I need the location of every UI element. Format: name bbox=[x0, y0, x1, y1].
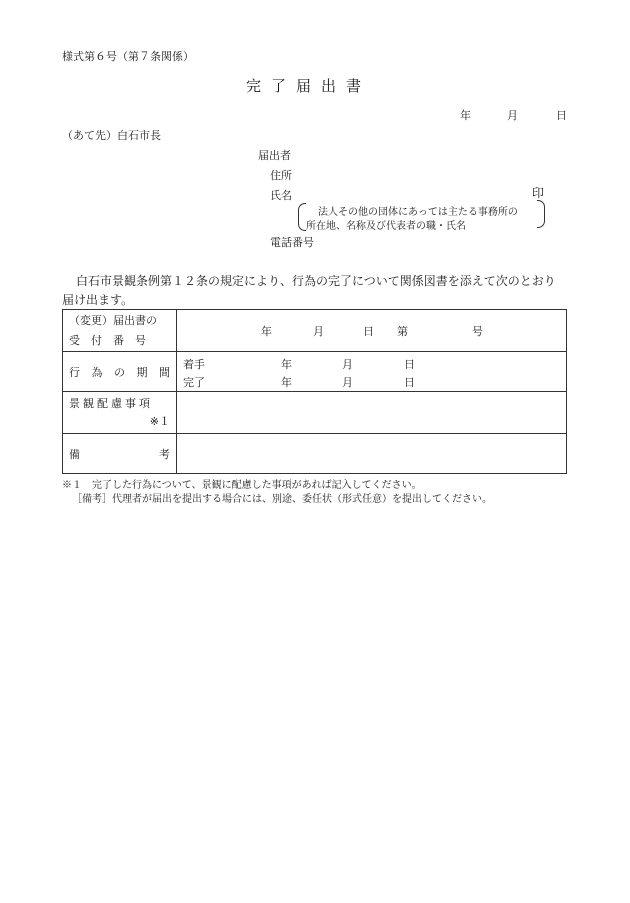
applicant-name-label: 氏名 bbox=[270, 189, 292, 202]
period-start-label: 着手 bbox=[183, 358, 205, 371]
seal-mark: 印 bbox=[532, 186, 545, 200]
remarks-label bbox=[63, 434, 177, 474]
applicant-note-line2: 所在地、名称及び代表者の職・氏名 bbox=[306, 221, 466, 232]
table-row-remarks bbox=[63, 434, 567, 474]
table-row-receipt-number bbox=[63, 310, 567, 352]
date-month: 月 bbox=[507, 109, 518, 122]
landscape-label-text: 景観配慮事項 bbox=[69, 396, 153, 410]
applicant-note-line1: 法人その他の団体にあっては主たる事務所の bbox=[318, 207, 518, 218]
landscape-note-mark: ※１ bbox=[149, 414, 170, 428]
footnote-1: ※１ 完了した行為について、景観に配慮した事項があれば記入してください。 bbox=[62, 480, 422, 491]
remarks-label-left: 備 bbox=[69, 447, 80, 461]
period-start-year: 年 bbox=[281, 358, 292, 371]
receipt-number-value[interactable] bbox=[177, 310, 567, 352]
period-label bbox=[63, 352, 177, 392]
applicant-heading: 届出者 bbox=[258, 149, 291, 162]
applicant-address-label: 住所 bbox=[270, 169, 292, 182]
date-day: 日 bbox=[556, 109, 567, 122]
period-end-month: 月 bbox=[342, 376, 353, 389]
receipt-number-label bbox=[63, 310, 177, 352]
page-title: 完了届出書 bbox=[246, 77, 372, 95]
applicant-phone-label: 電話番号 bbox=[270, 236, 314, 249]
landscape-value[interactable] bbox=[177, 392, 567, 434]
receipt-dai: 第 bbox=[397, 325, 408, 338]
report-table bbox=[62, 309, 567, 474]
remarks-value[interactable] bbox=[177, 434, 567, 474]
note-bracket-right bbox=[537, 200, 545, 228]
remarks-label-right: 考 bbox=[159, 447, 170, 461]
period-end-year: 年 bbox=[281, 376, 292, 389]
receipt-label-line2: 受 付 番 号 bbox=[69, 333, 146, 347]
period-end-day: 日 bbox=[404, 376, 415, 389]
form-number: 様式第６号（第７条関係） bbox=[62, 50, 194, 63]
receipt-year: 年 bbox=[261, 325, 272, 338]
addressee: （あて先）白石市長 bbox=[62, 129, 161, 142]
period-value[interactable] bbox=[177, 352, 567, 392]
receipt-month: 月 bbox=[313, 325, 324, 338]
period-end-label: 完了 bbox=[183, 376, 205, 389]
table-row-period bbox=[63, 352, 567, 392]
note-bracket-left bbox=[298, 203, 306, 231]
period-start-month: 月 bbox=[342, 358, 353, 371]
body-text-line1: 白石市景観条例第１２条の規定により、行為の完了について関係図書を添えて次のとおり bbox=[76, 274, 556, 288]
period-label-text: 行 為 の 期 間 bbox=[69, 365, 170, 379]
table-row-landscape bbox=[63, 392, 567, 434]
receipt-go: 号 bbox=[472, 325, 483, 338]
footnote-2: ［備考］代理者が届出を提出する場合には、別途、委任状（形式任意）を提出してください。 bbox=[72, 494, 492, 505]
body-text-line2: 届け出ます。 bbox=[62, 293, 134, 307]
landscape-label bbox=[63, 392, 177, 434]
receipt-label-line1: （変更）届出書の bbox=[69, 313, 157, 327]
period-start-day: 日 bbox=[404, 358, 415, 371]
receipt-day: 日 bbox=[363, 325, 374, 338]
date-year: 年 bbox=[460, 109, 471, 122]
